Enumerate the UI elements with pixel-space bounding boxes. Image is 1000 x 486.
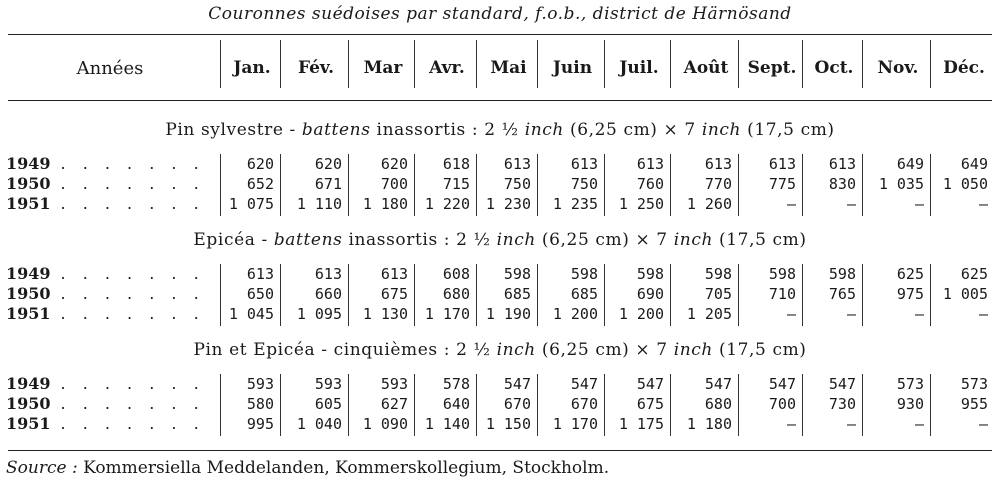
table-cell: 649 (960, 155, 988, 173)
table-cell: 685 (570, 285, 598, 303)
table-cell: 955 (960, 395, 988, 413)
section-title-part: inch (701, 120, 742, 140)
header-month-8: Août (683, 58, 729, 78)
data-separator (930, 154, 931, 216)
section-title-part: battens (301, 120, 371, 140)
column-header-row (0, 42, 1000, 94)
table-cell: 625 (960, 265, 988, 283)
table-cell: 598 (768, 265, 796, 283)
table-cell: 685 (503, 285, 531, 303)
table-cell: 1 045 (228, 305, 274, 323)
table-cell: 547 (636, 375, 664, 393)
table-cell: 1 260 (686, 195, 732, 213)
header-separator (280, 40, 281, 88)
header-month-7: Juil. (619, 58, 659, 78)
table-cell: 593 (314, 375, 342, 393)
year-label (6, 194, 205, 213)
header-month-9: Sept. (747, 58, 797, 78)
table-caption: Couronnes suédoises par standard, f.o.b., district de Härnösand (208, 4, 792, 24)
leader-dots: . . . . . . . (60, 374, 205, 393)
source-label: Source : (6, 458, 78, 478)
data-separator (348, 154, 349, 216)
data-separator (414, 264, 415, 326)
table-cell: 671 (314, 175, 342, 193)
table-cell: 613 (246, 265, 274, 283)
table-cell: 613 (503, 155, 531, 173)
data-separator (220, 374, 221, 436)
table-cell: 580 (246, 395, 274, 413)
section-title-part: Epicéa - (193, 230, 274, 250)
section-title-part: (6,25 cm) × 7 (535, 340, 674, 360)
table-cell: 547 (828, 375, 856, 393)
table-cell: — (978, 195, 988, 213)
header-month-11: Nov. (877, 58, 919, 78)
table-cell: 1 220 (424, 195, 470, 213)
header-years: Années (76, 57, 144, 79)
year-value: 1950 (6, 284, 51, 303)
table-cell: 598 (570, 265, 598, 283)
section-title-3 (0, 340, 1000, 360)
table-cell: 1 005 (942, 285, 988, 303)
leader-dots: . . . . . . . (60, 194, 205, 213)
table-cell: 613 (636, 155, 664, 173)
table-cell: 547 (570, 375, 598, 393)
table-cell: 547 (768, 375, 796, 393)
table-cell: — (914, 305, 924, 323)
table-cell: 1 230 (485, 195, 531, 213)
table-cell: 598 (704, 265, 732, 283)
section-title-part: battens (273, 230, 343, 250)
table-cell: 573 (960, 375, 988, 393)
table-cell: 1 035 (878, 175, 924, 193)
data-separator (280, 264, 281, 326)
header-separator (802, 40, 803, 88)
table-cell: — (846, 415, 856, 433)
table-cell: — (786, 415, 796, 433)
data-separator (604, 154, 605, 216)
table-cell: 613 (314, 265, 342, 283)
table-cell: 1 150 (485, 415, 531, 433)
data-separator (670, 264, 671, 326)
source-note (6, 458, 609, 478)
table-cell: 640 (442, 395, 470, 413)
table-cell: 930 (896, 395, 924, 413)
year-label (6, 394, 205, 413)
leader-dots: . . . . . . . (60, 264, 205, 283)
header-separator (537, 40, 538, 88)
data-separator (604, 264, 605, 326)
header-month-6: Juin (552, 58, 593, 78)
source-text: Kommersiella Meddelanden, Kommerskollegium, Stockholm. (77, 458, 610, 478)
data-separator (930, 264, 931, 326)
table-cell: 1 200 (618, 305, 664, 323)
year-label (6, 304, 205, 323)
year-value: 1950 (6, 174, 51, 193)
table-cell: 593 (246, 375, 274, 393)
data-separator (280, 154, 281, 216)
table-cell: 1 200 (552, 305, 598, 323)
data-separator (476, 374, 477, 436)
table-cell: 1 090 (362, 415, 408, 433)
table-cell: 775 (768, 175, 796, 193)
table-cell: 1 170 (552, 415, 598, 433)
table-cell: 620 (314, 155, 342, 173)
table-cell: — (786, 305, 796, 323)
table-cell: 670 (570, 395, 598, 413)
header-month-2: Fév. (297, 58, 335, 78)
table-cell: 995 (246, 415, 274, 433)
year-value: 1951 (6, 194, 51, 213)
year-label (6, 414, 205, 433)
table-cell: 690 (636, 285, 664, 303)
table-cell: 613 (380, 265, 408, 283)
section-title-part: (17,5 cm) (712, 340, 807, 360)
table-cell: 1 110 (296, 195, 342, 213)
header-separator (414, 40, 415, 88)
table-cell: 627 (380, 395, 408, 413)
table-cell: 625 (896, 265, 924, 283)
table-cell: 573 (896, 375, 924, 393)
data-separator (537, 264, 538, 326)
table-cell: 675 (380, 285, 408, 303)
header-month-10: Oct. (814, 58, 854, 78)
year-label (6, 174, 205, 193)
data-separator (280, 374, 281, 436)
table-cell: 1 050 (942, 175, 988, 193)
leader-dots: . . . . . . . (60, 284, 205, 303)
header-rule (8, 100, 992, 101)
table-cell: 598 (503, 265, 531, 283)
data-separator (476, 264, 477, 326)
table-cell: — (846, 305, 856, 323)
leader-dots: . . . . . . . (60, 174, 205, 193)
data-separator (802, 264, 803, 326)
table-cell: 1 095 (296, 305, 342, 323)
table-cell: 750 (503, 175, 531, 193)
data-separator (738, 374, 739, 436)
section-title-part: Pin et Epicéa - cinquièmes : 2 ½ (193, 340, 497, 360)
year-value: 1951 (6, 414, 51, 433)
data-separator (348, 374, 349, 436)
table-cell: 652 (246, 175, 274, 193)
table-cell: 1 040 (296, 415, 342, 433)
year-value: 1950 (6, 394, 51, 413)
data-separator (604, 374, 605, 436)
year-value: 1949 (6, 374, 51, 393)
header-month-4: Avr. (429, 58, 465, 78)
table-cell: 598 (828, 265, 856, 283)
section-title-part: Pin sylvestre - (165, 120, 302, 140)
table-cell: 1 250 (618, 195, 664, 213)
table-cell: — (914, 195, 924, 213)
table-cell: 613 (828, 155, 856, 173)
table-cell: 700 (380, 175, 408, 193)
table-cell: 700 (768, 395, 796, 413)
data-separator (537, 154, 538, 216)
section-title-2 (0, 230, 1000, 250)
section-title-part: (6,25 cm) × 7 (563, 120, 702, 140)
data-separator (220, 264, 221, 326)
data-separator (670, 374, 671, 436)
table-cell: 547 (704, 375, 732, 393)
data-separator (220, 154, 221, 216)
table-cell: 1 235 (552, 195, 598, 213)
table-cell: 660 (314, 285, 342, 303)
table-cell: 715 (442, 175, 470, 193)
section-title-part: inch (524, 120, 564, 140)
table-cell: 613 (768, 155, 796, 173)
data-separator (476, 154, 477, 216)
header-month-3: Mar (363, 58, 403, 78)
data-separator (802, 154, 803, 216)
data-separator (414, 374, 415, 436)
top-rule (8, 34, 992, 35)
header-month-5: Mai (490, 58, 527, 78)
table-cell: 605 (314, 395, 342, 413)
year-label (6, 284, 205, 303)
data-separator (862, 264, 863, 326)
data-separator (862, 374, 863, 436)
table-cell: 608 (442, 265, 470, 283)
table-cell: 1 190 (485, 305, 531, 323)
table-cell: 675 (636, 395, 664, 413)
leader-dots: . . . . . . . (60, 414, 205, 433)
table-cell: 975 (896, 285, 924, 303)
header-month-1: Jan. (233, 58, 271, 78)
table-cell: 730 (828, 395, 856, 413)
table-cell: 618 (442, 155, 470, 173)
data-separator (738, 264, 739, 326)
data-separator (537, 374, 538, 436)
data-separator (862, 154, 863, 216)
table-cell: 620 (380, 155, 408, 173)
header-separator (738, 40, 739, 88)
header-separator (604, 40, 605, 88)
table-cell: — (786, 195, 796, 213)
data-separator (802, 374, 803, 436)
table-cell: 1 170 (424, 305, 470, 323)
year-label (6, 374, 205, 393)
header-separator (476, 40, 477, 88)
section-title-part: inch (496, 230, 536, 250)
section-title-part: (17,5 cm) (741, 120, 835, 140)
table-cell: — (978, 415, 988, 433)
section-title-part: inch (673, 340, 713, 360)
section-title-part: inassortis : 2 ½ (342, 230, 497, 250)
table-cell: 613 (570, 155, 598, 173)
table-cell: 1 130 (362, 305, 408, 323)
table-cell: 705 (704, 285, 732, 303)
year-label (6, 154, 205, 173)
section-title-part: (6,25 cm) × 7 (535, 230, 674, 250)
data-separator (670, 154, 671, 216)
year-label (6, 264, 205, 283)
table-cell: 710 (768, 285, 796, 303)
table-cell: 593 (380, 375, 408, 393)
section-title-1 (0, 120, 1000, 140)
table-cell: 770 (704, 175, 732, 193)
section-title-part: inch (673, 230, 713, 250)
header-separator (670, 40, 671, 88)
year-value: 1951 (6, 304, 51, 323)
table-cell: 1 075 (228, 195, 274, 213)
table-cell: 620 (246, 155, 274, 173)
table-cell: 1 205 (686, 305, 732, 323)
data-separator (348, 264, 349, 326)
table-cell: 1 180 (686, 415, 732, 433)
table-cell: 1 140 (424, 415, 470, 433)
table-cell: 680 (442, 285, 470, 303)
header-separator (930, 40, 931, 88)
header-separator (348, 40, 349, 88)
table-cell: 547 (503, 375, 531, 393)
table-cell: 765 (828, 285, 856, 303)
year-value: 1949 (6, 264, 51, 283)
section-title-part: inassortis : 2 ½ (370, 120, 525, 140)
header-month-12: Déc. (943, 58, 985, 78)
table-cell: 1 180 (362, 195, 408, 213)
table-cell: 670 (503, 395, 531, 413)
table-cell: 760 (636, 175, 664, 193)
table-cell: 578 (442, 375, 470, 393)
leader-dots: . . . . . . . (60, 304, 205, 323)
table-cell: 750 (570, 175, 598, 193)
table-cell: 830 (828, 175, 856, 193)
section-title-part: inch (496, 340, 536, 360)
table-cell: 649 (896, 155, 924, 173)
data-separator (930, 374, 931, 436)
bottom-rule (8, 450, 992, 451)
table-cell: — (978, 305, 988, 323)
leader-dots: . . . . . . . (60, 394, 205, 413)
table-cell: — (914, 415, 924, 433)
table-cell: 1 175 (618, 415, 664, 433)
section-title-part: (17,5 cm) (713, 230, 807, 250)
data-separator (414, 154, 415, 216)
table-cell: 598 (636, 265, 664, 283)
table-cell: 680 (704, 395, 732, 413)
year-value: 1949 (6, 154, 51, 173)
header-separator (862, 40, 863, 88)
table-cell: 650 (246, 285, 274, 303)
table-cell: — (846, 195, 856, 213)
header-separator (220, 40, 221, 88)
table-cell: 613 (704, 155, 732, 173)
leader-dots: . . . . . . . (60, 154, 205, 173)
data-separator (738, 154, 739, 216)
